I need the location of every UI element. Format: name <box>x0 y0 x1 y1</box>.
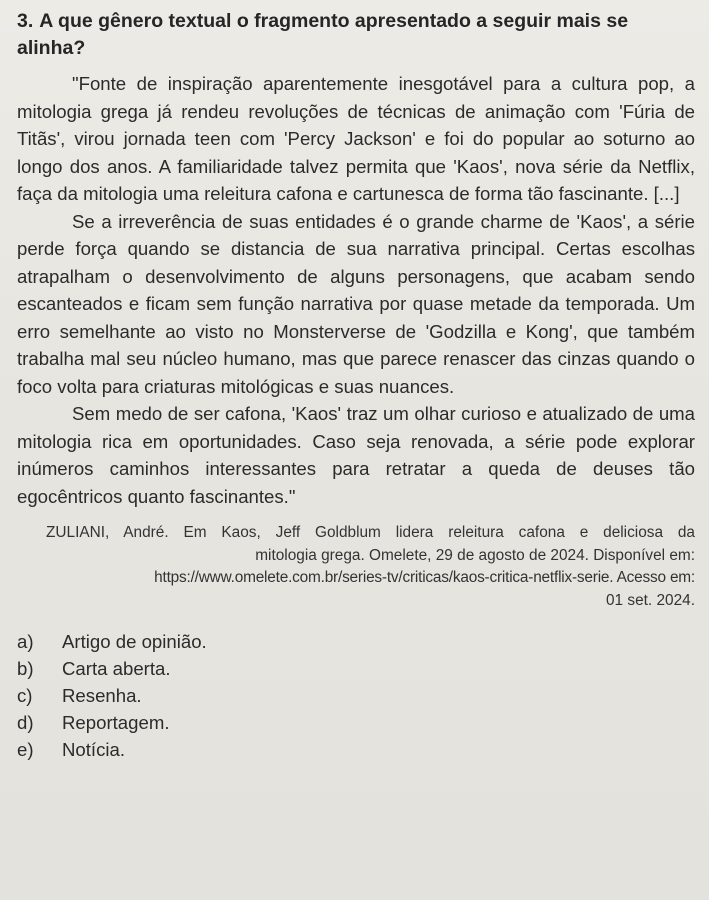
option-letter: d) <box>17 712 34 733</box>
option-text: Artigo de opinião. <box>62 631 207 652</box>
option-text: Notícia. <box>62 739 126 760</box>
passage-paragraph-3: Sem medo de ser cafona, 'Kaos' traz um olhar curioso e atualizado de uma mitologia rica em oportunidades. Caso seja renovada, a série pode explorar inúmeros caminhos interessantes para retratar a queda de deuses tão egocêntricos quanto fascinantes." <box>17 403 695 507</box>
passage <box>17 70 695 510</box>
option-b[interactable] <box>17 655 695 682</box>
option-a[interactable] <box>17 628 695 655</box>
option-c[interactable] <box>17 682 695 709</box>
option-d[interactable] <box>17 709 695 736</box>
question-header <box>17 8 695 62</box>
source-reference <box>17 522 695 612</box>
passage-paragraph-2: Se a irreverência de suas entidades é o grande charme de 'Kaos', a série perde força quando se distancia de sua narrativa principal. Certas escolhas atrapalham o desenvolvimento de alguns personagens, que acabam sendo escanteados e ficam sem função narrativa por quase metade da temporada. Um erro semelhante ao visto no Monsterverse de 'Godzilla e Kong', que também trabalha mal seu núcleo humano, mas que parece renascer das cinzas quando o foco volta para criaturas mitológicas e suas nuances. <box>17 210 695 397</box>
question-prompt: A que gênero textual o fragmento apresentado a seguir mais se alinha? <box>17 10 629 59</box>
reference-access-date: 01 set. 2024. <box>606 591 695 609</box>
option-text: Resenha. <box>62 685 142 706</box>
option-letter: c) <box>17 685 33 706</box>
option-e[interactable] <box>17 736 695 763</box>
option-letter: e) <box>17 739 34 760</box>
question-number: 3. <box>17 10 34 32</box>
reference-publication: mitologia grega. Omelete, 29 de agosto de 2024. Disponível em: <box>255 546 695 564</box>
reference-author-title: ZULIANI, André. Em Kaos, Jeff Goldblum lidera releitura cafona e deliciosa da <box>46 524 695 541</box>
option-letter: a) <box>17 631 34 652</box>
option-text: Carta aberta. <box>62 658 171 679</box>
passage-paragraph-1: "Fonte de inspiração aparentemente inesgotável para a cultura pop, a mitologia grega já rendeu revoluções de técnicas de animação com 'Fúria de Titãs', virou jornada teen com 'Percy Jackson' e foi do popular ao soturno ao longo dos anos. A familiaridade talvez permita que 'Kaos', nova série da Netflix, faça da mitologia uma releitura cafona e cartunesca de forma tão fascinante. [...] <box>17 73 695 204</box>
option-text: Reportagem. <box>62 712 170 733</box>
option-letter: b) <box>17 658 34 679</box>
answer-options <box>17 628 695 763</box>
reference-url: https://www.omelete.com.br/series-tv/criticas/kaos-critica-netflix-serie. Acesso em: <box>154 569 695 586</box>
